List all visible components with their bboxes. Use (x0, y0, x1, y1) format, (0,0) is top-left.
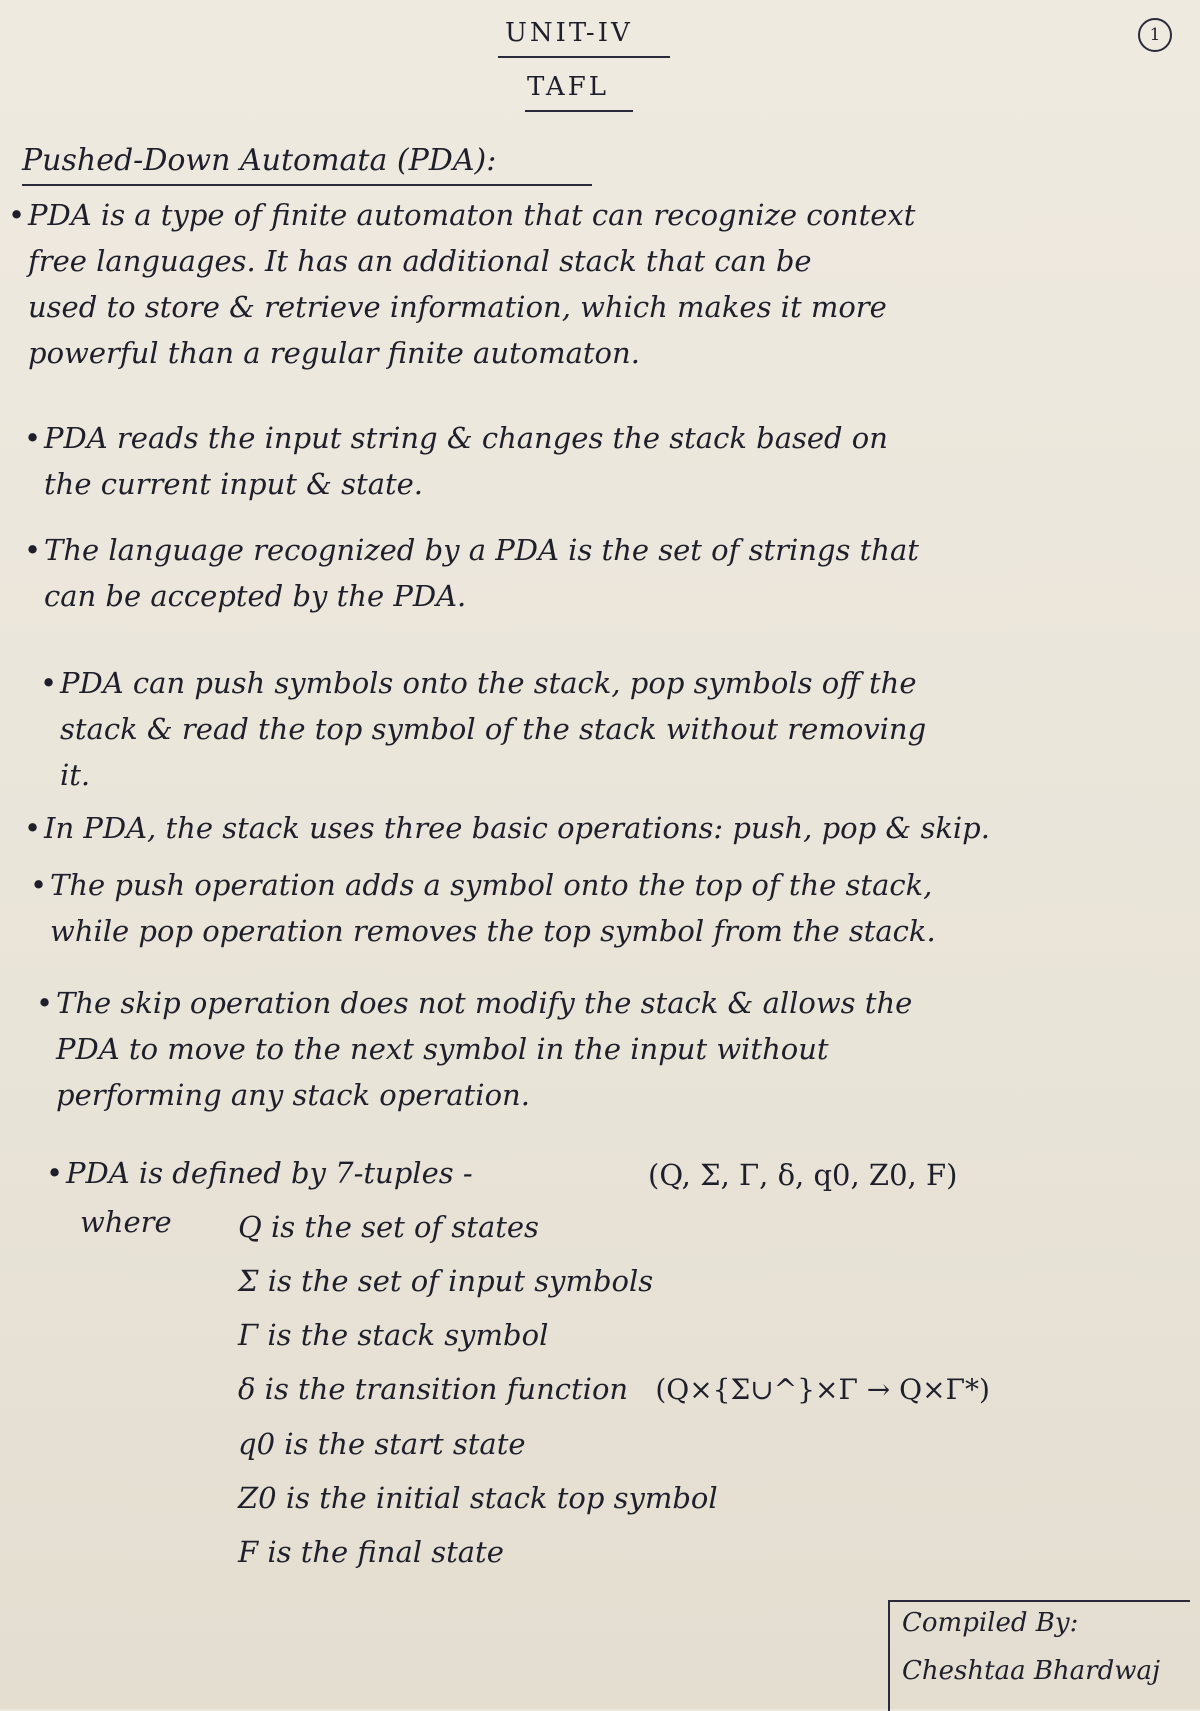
bullet-dot: • (36, 986, 54, 1020)
transition-formula: (Q×{Σ∪^}×Γ → Q×Γ*) (655, 1373, 990, 1406)
bullet-line: The push operation adds a symbol onto the top of the stack, (50, 868, 933, 902)
where-label: where (80, 1205, 172, 1239)
section-heading: Pushed-Down Automata (PDA): (22, 143, 497, 178)
bullet-line: while pop operation removes the top symbol from the stack. (50, 914, 936, 948)
definition-delta (238, 1362, 990, 1417)
bullet-line: it. (60, 758, 91, 792)
bullet-dot: • (46, 1156, 64, 1190)
definition-z0: Z0 is the initial stack top symbol (238, 1481, 718, 1515)
seven-tuple: (Q, Σ, Γ, δ, q0, Z0, F) (648, 1158, 958, 1192)
subject-title: TAFL (527, 72, 610, 102)
bullet-6 (30, 862, 1190, 954)
bullet-line: PDA is a type of finite automaton that can recognize context (28, 198, 916, 232)
bullet-dot: • (24, 421, 42, 455)
compiled-by-box (888, 1600, 1190, 1711)
bullet-5 (24, 805, 1184, 851)
unit-title-underline (498, 56, 670, 58)
bullet-line: The skip operation does not modify the stack & allows the (56, 986, 913, 1020)
bullet-line: can be accepted by the PDA. (44, 579, 467, 613)
bullet-dot: • (24, 811, 42, 845)
bullet-4 (40, 660, 1200, 798)
bullet-line: The language recognized by a PDA is the set of strings that (44, 533, 919, 567)
subject-title-underline (525, 110, 633, 112)
definitions-list (238, 1200, 990, 1579)
bullet-line: the current input & state. (44, 467, 424, 501)
bullet-line: powerful than a regular finite automaton. (28, 336, 640, 370)
bullet-line: In PDA, the stack uses three basic operations: push, pop & skip. (44, 811, 990, 845)
bullet-1 (8, 192, 1168, 376)
compiled-by-label: Compiled By: (902, 1608, 1079, 1638)
bullet-2 (24, 415, 1184, 507)
unit-title: UNIT-IV (505, 18, 633, 48)
bullet-line: used to store & retrieve information, which makes it more (28, 290, 887, 324)
compiled-by-name: Cheshtaa Bhardwaj (902, 1656, 1161, 1686)
bullet-line: PDA is defined by 7-tuples - (66, 1156, 473, 1190)
bullet-dot: • (40, 666, 58, 700)
definition-gamma: Γ is the stack symbol (238, 1318, 549, 1352)
bullet-7 (36, 980, 1196, 1118)
definition-f: F is the final state (238, 1535, 504, 1569)
bullet-8 (46, 1150, 1200, 1196)
bullet-line: stack & read the top symbol of the stack without removing (60, 712, 927, 746)
definition-q: Q is the set of states (238, 1210, 539, 1244)
bullet-dot: • (8, 198, 26, 232)
page-number: 1 (1138, 18, 1172, 52)
definition-q0: q0 is the start state (238, 1427, 526, 1461)
bullet-3 (24, 527, 1184, 619)
section-heading-underline (22, 184, 592, 186)
bullet-line: PDA to move to the next symbol in the input without (56, 1032, 829, 1066)
bullet-line: free languages. It has an additional stack that can be (28, 244, 812, 278)
bullet-dot: • (24, 533, 42, 567)
bullet-line: performing any stack operation. (56, 1078, 530, 1112)
definition-sigma: Σ is the set of input symbols (238, 1264, 654, 1298)
bullet-line: PDA reads the input string & changes the stack based on (44, 421, 888, 455)
bullet-line: PDA can push symbols onto the stack, pop symbols off the (60, 666, 917, 700)
definition-delta-text: δ is the transition function (238, 1372, 629, 1406)
bullet-dot: • (30, 868, 48, 902)
